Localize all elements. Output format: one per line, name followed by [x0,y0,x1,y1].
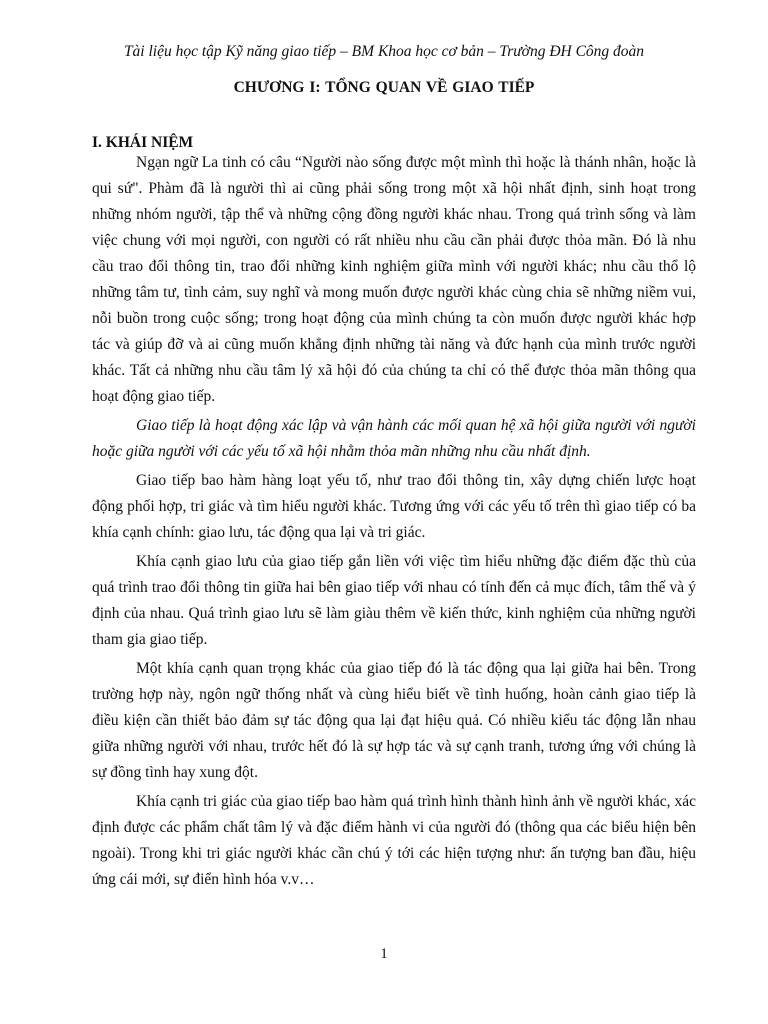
running-header: Tài liệu học tập Kỹ năng giao tiếp – BM Khoa học cơ bản – Trường ĐH Công đoàn [123,43,645,60]
body-text [92,150,696,896]
paragraph-perception-aspect: Khía cạnh tri giác của giao tiếp bao hàm quá trình hình thành hình ảnh về người khác, xác định được các phẩm chất tâm lý và đặc điểm hành vi của người đó (thông qua các biểu hiện bên ngoài). Trong khi tri giác người khác cần chú ý tới các hiện tượng như: ấn tượng ban đầu, hiệu ứng cái mới, sự điển hình hóa v.v… [92,793,696,888]
paragraph-intro: Ngạn ngữ La tinh có câu “Người nào sống được một mình thì hoặc là thánh nhân, hoặc là qui sứ". Phàm đã là người thì ai cũng phải sống trong một xã hội nhất định, sinh hoạt trong những nhóm người, tập thể và những cộng đồng người khác nhau. Trong quá trình sống và làm việc chung với mọi người, con người có rất nhiều nhu cầu cần phải được thỏa mãn. Đó là nhu cầu trao đổi thông tin, trao đổi những kinh nghiệm giữa mình với người khác; nhu cầu thổ lộ những tâm tư, tình cảm, suy nghĩ và mong muốn được người khác cùng chia sẽ những niềm vui, nỗi buồn trong cuộc sống; trong hoạt động của mình chúng ta còn muốn được người khác hợp tác và giúp đỡ và ai cũng muốn khẳng định những tài năng và đức hạnh của mình trước người khác. Tất cả những nhu cầu tâm lý xã hội đó của chúng ta chỉ có thể được thỏa mãn thông qua hoạt động giao tiếp. [92,154,696,405]
section-heading: I. KHÁI NIỆM [92,134,194,151]
paragraph-aspects: Giao tiếp bao hàm hàng loạt yếu tố, như trao đổi thông tin, xây dựng chiến lược hoạt động phối hợp, tri giác và tìm hiểu người khác. Tương ứng với các yếu tố trên thì giao tiếp có ba khía cạnh chính: giao lưu, tác động qua lại và tri giác. [92,472,696,541]
paragraph-definition: Giao tiếp là hoạt động xác lập và vận hành các mối quan hệ xã hội giữa người với người hoặc giữa người với các yếu tố xã hội nhằm thỏa mãn những nhu cầu nhất định. [92,417,696,460]
page-number: 1 [380,946,388,962]
paragraph-exchange-aspect: Khía cạnh giao lưu của giao tiếp gắn liền với việc tìm hiểu những đặc điểm đặc thù của quá trình trao đổi thông tin giữa hai bên giao tiếp với nhau có tính đến cả mục đích, tâm thế và ý định của nhau. Quá trình giao lưu sẽ làm giàu thêm về kiến thức, kinh nghiệm của những người tham gia giao tiếp. [92,553,696,648]
chapter-title: CHƯƠNG I: TỔNG QUAN VỀ GIAO TIẾP [233,79,535,96]
paragraph-interaction-aspect: Một khía cạnh quan trọng khác của giao tiếp đó là tác động qua lại giữa hai bên. Trong trường hợp này, ngôn ngữ thống nhất và cùng hiểu biết về tình huống, hoàn cảnh giao tiếp là điều kiện cần thiết bảo đảm sự tác động qua lại đạt hiệu quả. Có nhiều kiểu tác động lẫn nhau giữa những người với nhau, trước hết đó là sự hợp tác và sự cạnh tranh, tương ứng với chúng là sự đồng tình hay xung đột. [92,660,696,781]
